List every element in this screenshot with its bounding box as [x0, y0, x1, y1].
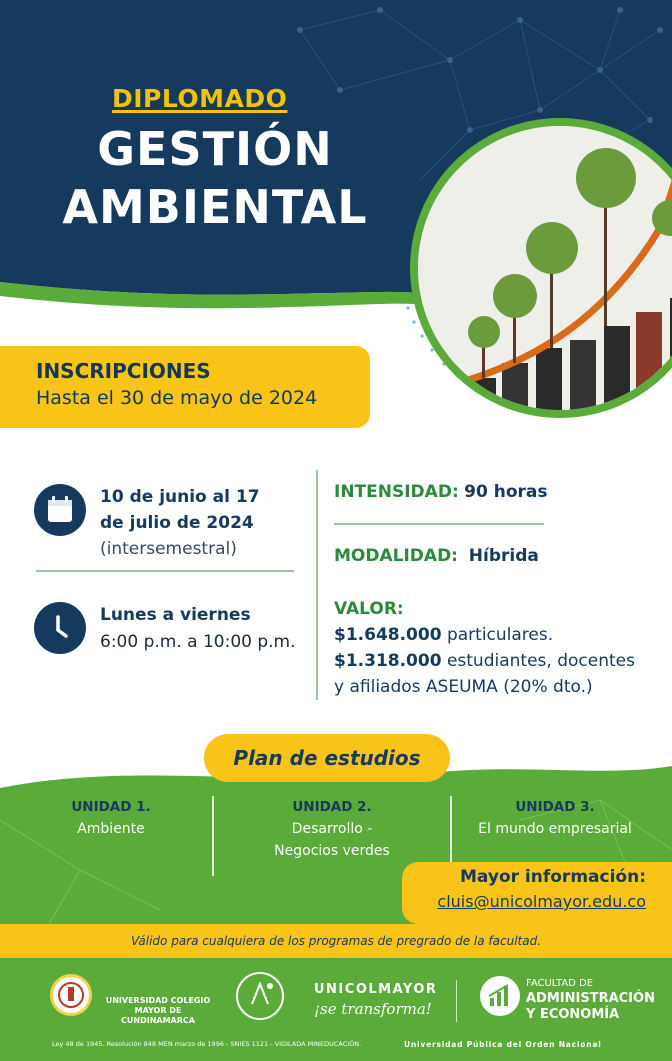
footer-divider — [456, 980, 457, 1022]
curriculum-title: Plan de estudios — [204, 734, 450, 782]
unit-3 — [462, 796, 648, 840]
unit-title: UNIDAD 2. — [292, 799, 372, 815]
validity-note: Válido para cualquiera de los programas de pregrado de la facultad. — [0, 924, 672, 958]
footer — [0, 958, 672, 1061]
unit-desc: Desarrollo - — [291, 821, 373, 837]
page-title-line-2: AMBIENTAL — [62, 180, 368, 234]
price-block — [334, 596, 635, 700]
faculty-chart-icon — [480, 976, 520, 1016]
unit-desc: Ambiente — [77, 821, 145, 837]
mode-row — [334, 546, 539, 566]
university-name — [98, 996, 218, 1026]
price-1-text: particulares. — [446, 625, 554, 645]
schedule-hours: 6:00 p.m. a 10:00 p.m. — [100, 632, 296, 652]
registration-title: INSCRIPCIONES — [36, 359, 211, 383]
price-line-1 — [334, 622, 635, 648]
unit-desc: El mundo empresarial — [478, 821, 632, 837]
calendar-icon — [34, 484, 86, 536]
schedule-days: Lunes a viernes — [100, 605, 251, 625]
public-university-note: Universidad Pública del Orden Nacional — [404, 1040, 602, 1049]
unit-1 — [36, 796, 186, 840]
university-seal-icon — [50, 974, 92, 1016]
brand-slogan: ¡se transforma! — [314, 1000, 432, 1018]
dates-text — [100, 484, 260, 562]
registration-deadline: Hasta el 30 de mayo de 2024 — [36, 387, 318, 409]
mode-value: Híbrida — [468, 546, 539, 566]
faculty-line-1: FACULTAD DE — [526, 978, 594, 989]
program-kicker: DIPLOMADO — [112, 84, 288, 113]
price-line-2 — [334, 648, 635, 674]
price-label: VALOR: — [334, 599, 404, 619]
mode-label: MODALIDAD: — [334, 546, 458, 566]
faculty-line-2: ADMINISTRACIÓN — [526, 991, 655, 1006]
unit-divider — [212, 796, 214, 876]
price-line-3: y afiliados ASEUMA (20% dto.) — [334, 677, 593, 697]
intensity-value: 90 horas — [464, 482, 548, 502]
price-2-amount: $1.318.000 — [334, 651, 442, 671]
clock-icon — [34, 602, 86, 654]
university-name-line-1: UNIVERSIDAD COLEGIO — [105, 996, 211, 1005]
accreditation-logo-icon — [236, 972, 284, 1020]
dates-line-2: de julio de 2024 — [100, 513, 254, 533]
registration-banner — [0, 346, 370, 428]
schedule-text — [100, 602, 296, 656]
growth-trees-photo — [400, 108, 672, 418]
page-title-line-1: GESTIÓN — [97, 122, 333, 176]
divider — [36, 570, 294, 572]
faculty-line-3: Y ECONOMÍA — [526, 1007, 620, 1022]
column-divider — [316, 470, 318, 700]
contact-box — [402, 862, 672, 924]
contact-title: Mayor información: — [460, 867, 646, 887]
dates-line-1: 10 de junio al 17 — [100, 487, 260, 507]
price-2-text: estudiantes, docentes — [446, 651, 635, 671]
brand-name: UNICOLMAYOR — [314, 982, 438, 997]
intensity-row — [334, 482, 548, 502]
intensity-label: INTENSIDAD: — [334, 482, 459, 502]
unit-2 — [232, 796, 432, 862]
contact-email-link[interactable]: cluis@unicolmayor.edu.co — [437, 892, 646, 911]
price-1-amount: $1.648.000 — [334, 625, 442, 645]
unit-desc-2: Negocios verdes — [274, 843, 390, 859]
university-name-line-2: MAYOR DE CUNDINAMARCA — [121, 1006, 195, 1025]
dates-note: (intersemestral) — [100, 539, 237, 559]
divider — [334, 523, 544, 525]
unit-title: UNIDAD 3. — [515, 799, 595, 815]
unit-title: UNIDAD 1. — [71, 799, 151, 815]
legal-note: Ley 48 de 1945. Resolución 848 MEN marzo de 1996 - SNIES 1121 - VIGILADA MINEDUCACIÓN. — [52, 1040, 362, 1048]
